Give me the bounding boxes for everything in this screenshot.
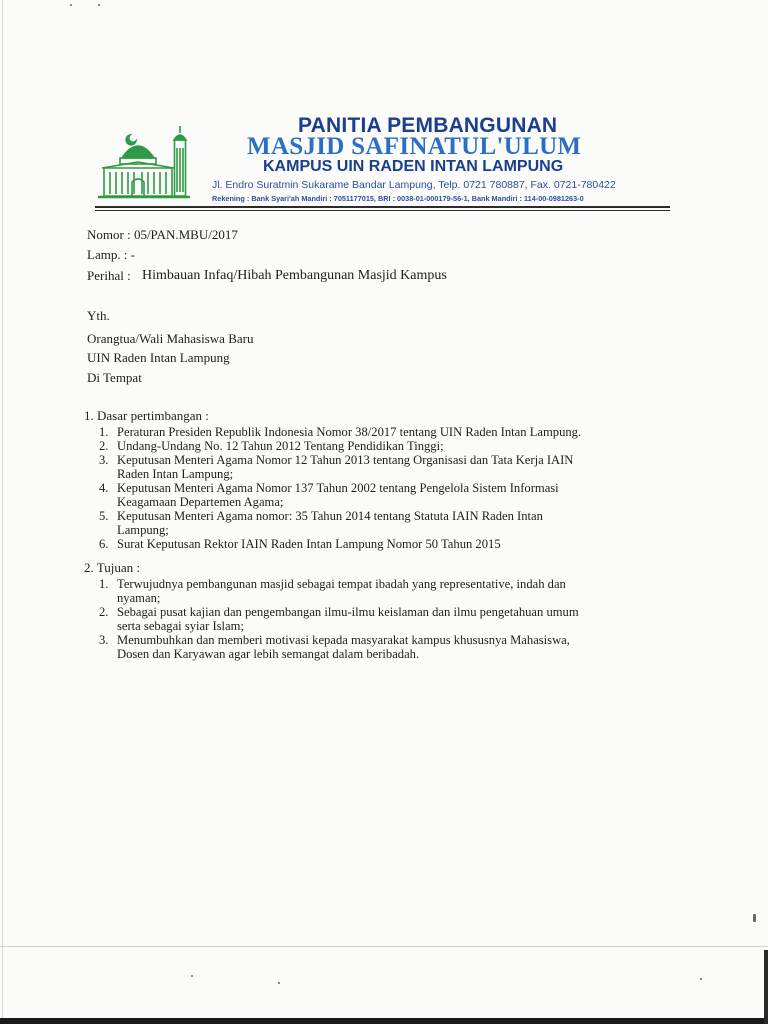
recipient-line: Di Tempat: [87, 370, 142, 385]
list-item-number: 4.: [99, 481, 109, 495]
letter-subject-label: Perihal :: [87, 268, 131, 283]
scan-right-border: [764, 950, 768, 1024]
scan-speck: [191, 975, 193, 977]
list-item-number: 2.: [99, 439, 109, 453]
section-heading-objectives: 2. Tujuan :: [84, 560, 140, 575]
letterhead-bank-accounts: Rekening : Bank Syari'ah Mandiri : 7051177015, BRI : 0038-01-000179-56-1, Bank Mandiri : 114-00-0981263-0: [212, 194, 584, 203]
list-item-number: 1.: [99, 577, 109, 591]
letterhead-mosque-name: MASJID SAFINATUL'ULUM: [247, 133, 582, 160]
list-item-text: Sebagai pusat kajian dan pengembangan ilmu-ilmu keislaman dan ilmu pengetahuan umum: [117, 605, 579, 619]
list-item-number: 3.: [99, 633, 109, 647]
letterhead-divider: [95, 206, 670, 208]
letter-number: Nomor : 05/PAN.MBU/2017: [87, 227, 238, 242]
scan-speck: [70, 4, 72, 6]
scan-fold-line: [0, 946, 768, 947]
letterhead-committee-title: PANITIA PEMBANGUNAN: [298, 114, 558, 137]
list-item-text: Lampung;: [117, 523, 169, 537]
list-item-text: Menumbuhkan dan memberi motivasi kepada masyarakat kampus khususnya Mahasiswa,: [117, 633, 570, 647]
list-item-text: Keagamaan Departemen Agama;: [117, 495, 284, 509]
scan-edge: [2, 0, 3, 1024]
list-item-text: Raden Intan Lampung;: [117, 467, 234, 481]
scan-speck: [700, 978, 702, 980]
letterhead-divider-thin: [95, 210, 670, 211]
list-item-number: 3.: [99, 453, 109, 467]
scan-speck: [753, 914, 756, 922]
letterhead-address: Jl. Endro Suratmin Sukarame Bandar Lampung, Telp. 0721 780887, Fax. 0721-780422: [212, 179, 616, 191]
list-item-text: Terwujudnya pembangunan masjid sebagai tempat ibadah yang representative, indah dan: [117, 577, 566, 591]
letterhead-campus-name: KAMPUS UIN RADEN INTAN LAMPUNG: [263, 158, 564, 175]
list-item-text: Keputusan Menteri Agama Nomor 12 Tahun 2013 tentang Organisasi dan Tata Kerja IAIN: [117, 453, 574, 467]
list-item-number: 6.: [99, 537, 109, 551]
list-item-text: Undang-Undang No. 12 Tahun 2012 Tentang Pendidikan Tinggi;: [117, 439, 444, 453]
recipient-greeting: Yth.: [87, 308, 110, 323]
list-item-number: 2.: [99, 605, 109, 619]
recipient-line: UIN Raden Intan Lampung: [87, 350, 230, 365]
list-item-number: 1.: [99, 425, 109, 439]
scan-bottom-border: [0, 1018, 768, 1024]
mosque-logo-icon: [98, 122, 198, 200]
list-item-text: Surat Keputusan Rektor IAIN Raden Intan Lampung Nomor 50 Tahun 2015: [117, 537, 501, 551]
list-item-text: serta sebagai syiar Islam;: [117, 619, 244, 633]
letter-attachment: Lamp. : -: [87, 247, 136, 262]
section-heading-considerations: 1. Dasar pertimbangan :: [84, 408, 209, 423]
letter-subject: Himbauan Infaq/Hibah Pembangunan Masjid Kampus: [142, 268, 447, 283]
list-item-text: Keputusan Menteri Agama nomor: 35 Tahun 2014 tentang Statuta IAIN Raden Intan: [117, 509, 543, 523]
list-item-text: Peraturan Presiden Republik Indonesia Nomor 38/2017 tentang UIN Raden Intan Lampung.: [117, 425, 582, 439]
recipient-line: Orangtua/Wali Mahasiswa Baru: [87, 331, 254, 346]
list-item-text: nyaman;: [117, 591, 161, 605]
list-item-text: Dosen dan Karyawan agar lebih semangat dalam beribadah.: [117, 647, 420, 661]
scan-speck: [98, 4, 100, 6]
scan-speck: [278, 982, 280, 984]
list-item-text: Keputusan Menteri Agama Nomor 137 Tahun 2002 tentang Pengelola Sistem Informasi: [117, 481, 559, 495]
list-item-number: 5.: [99, 509, 109, 523]
